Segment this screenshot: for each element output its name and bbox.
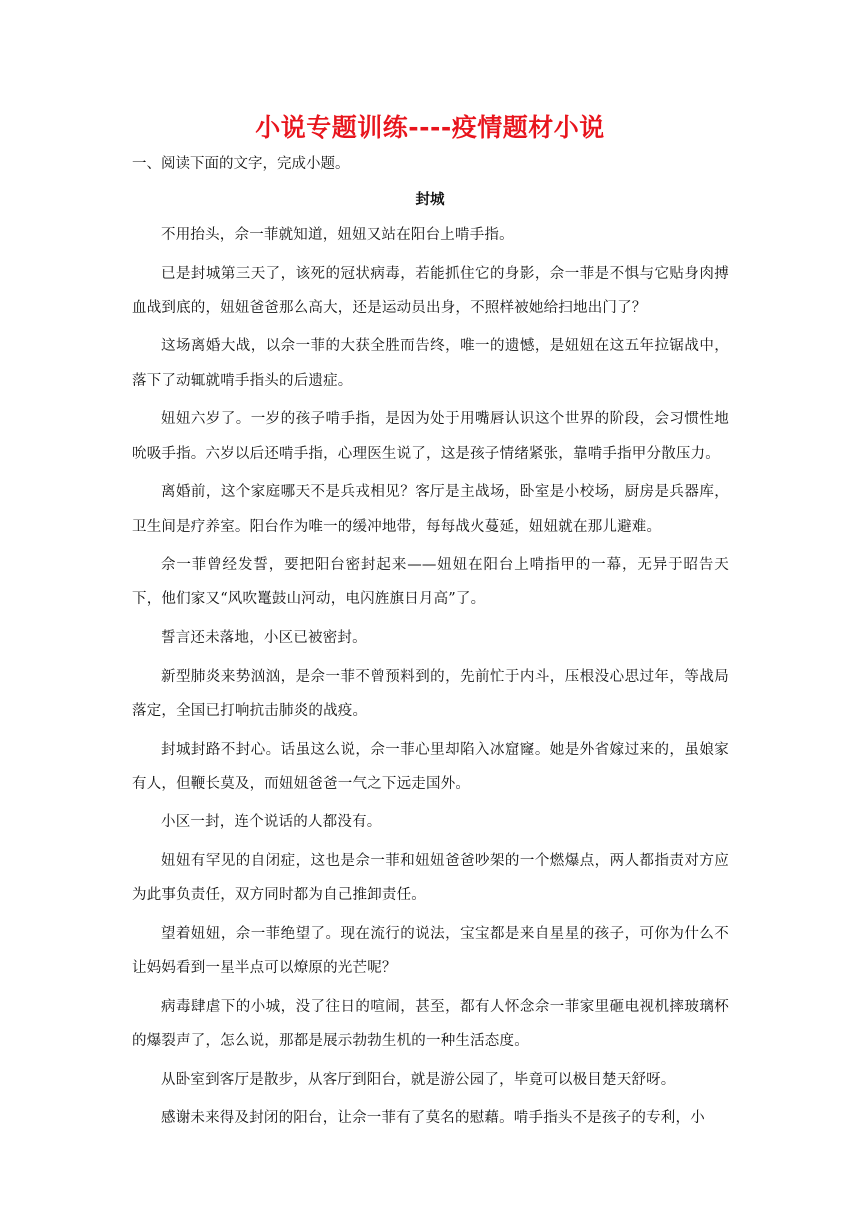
paragraph: 誓言还未落地，小区已被密封。 <box>161 630 367 647</box>
paragraph: 从卧室到客厅是散步，从客厅到阳台，就是游公园了，毕竟可以极目楚天舒呀。 <box>161 1071 676 1088</box>
paragraph: 新型肺炎来势汹汹，是佘一菲不曾预料到的，先前忙于内斗，压根没心思过年，等战局落定，全国已打响抗击肺炎的战疫。 <box>132 668 729 719</box>
paragraph: 望着妞妞，佘一菲绝望了。现在流行的说法，宝宝都是来自星星的孩子，可你为什么不让妈妈看到一星半点可以燎原的光芒呢？ <box>132 925 729 977</box>
paragraph: 小区一封，连个说话的人都没有。 <box>161 814 382 831</box>
paragraph: 已是封城第三天了，该死的冠状病毒，若能抓住它的身影，佘一菲是不惧与它贴身肉搏血战到底的，妞妞爸爸那么高大，还是运动员出身，不照样被她给扫地出门了？ <box>132 265 729 316</box>
paragraph: 不用抬头，佘一菲就知道，妞妞又站在阳台上啃手指。 <box>161 227 514 243</box>
paragraph: 佘一菲曾经发誓，要把阳台密封起来——妞妞在阳台上啃指甲的一幕，无异于昭告天下，他们家又“风吹鼍鼓山河动，电闪旌旗日月高”了。 <box>132 557 729 608</box>
document-title: 小说专题训练----疫情题材小说 <box>255 113 605 142</box>
paragraph: 妞妞有罕见的自闭症，这也是佘一菲和妞妞爸爸吵架的一个燃爆点，两人都指责对方应为此事负责任，双方同时都为自己推卸责任。 <box>132 853 729 904</box>
paragraph: 病毒肆虐下的小城，没了往日的喧闹，甚至，都有人怀念佘一菲家里砸电视机摔玻璃杯的爆裂声了，怎么说，那都是展示勃勃生机的一种生活态度。 <box>132 998 729 1050</box>
paragraph: 妞妞六岁了。一岁的孩子啃手指，是因为处于用嘴唇认识这个世界的阶段，会习惯性地吮吸手指。六岁以后还啃手指，心理医生说了，这是孩子情绪紧张，靠啃手指甲分散压力。 <box>132 411 729 462</box>
question-instruction: 一、阅读下面的文字，完成小题。 <box>132 156 350 172</box>
paragraph: 感谢未来得及封闭的阳台，让佘一菲有了莫名的慰藉。啃手指头不是孩子的专利，小 <box>161 1110 705 1127</box>
paragraph: 这场离婚大战，以佘一菲的大获全胜而告终，唯一的遗憾，是妞妞在这五年拉锯战中，落下了动辄就啃手指头的后遗症。 <box>132 338 729 389</box>
paragraph: 封城封路不封心。话虽这么说，佘一菲心里却陷入冰窟窿。她是外省嫁过来的，虽娘家有人，但鞭长莫及，而妞妞爸爸一气之下远走国外。 <box>132 741 729 792</box>
story-title: 封城 <box>415 191 445 208</box>
story-body <box>132 218 729 1140</box>
paragraph: 离婚前，这个家庭哪天不是兵戎相见？客厅是主战场，卧室是小校场，厨房是兵器库，卫生间是疗养室。阳台作为唯一的缓冲地带，每每战火蔓延，妞妞就在那儿避难。 <box>132 484 729 535</box>
